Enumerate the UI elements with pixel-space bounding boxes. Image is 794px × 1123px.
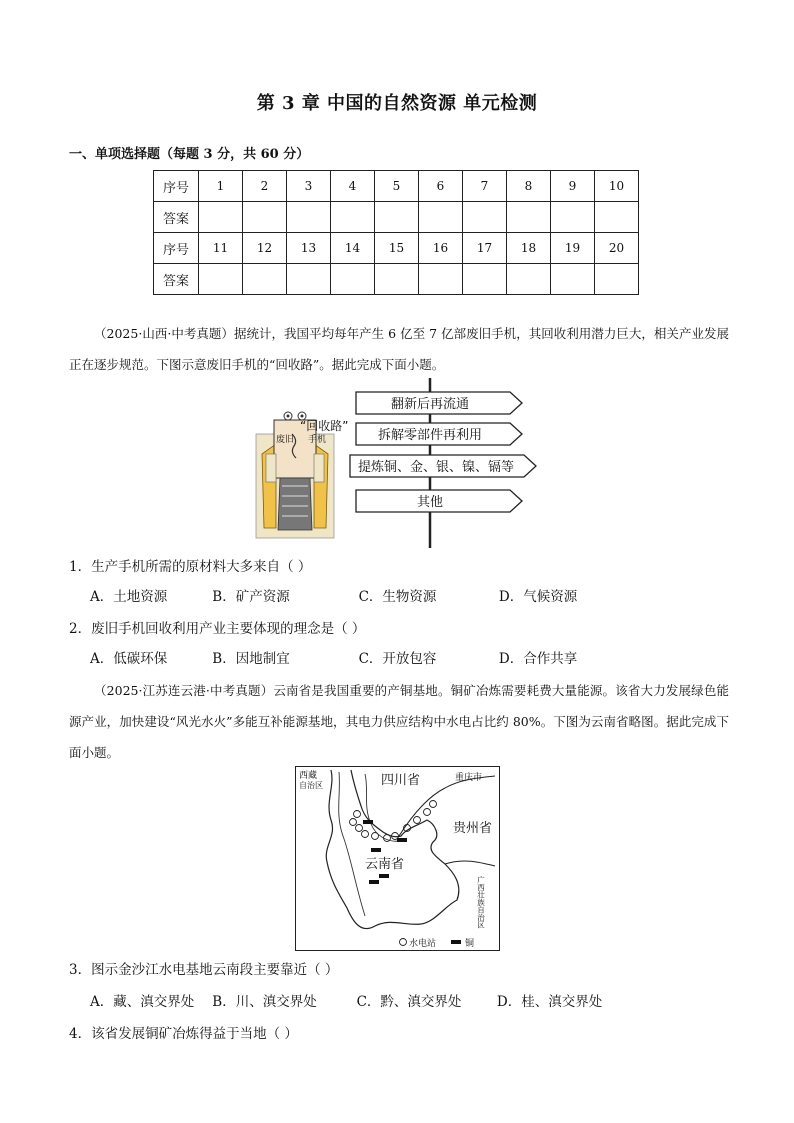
table-cell: 4 [331, 171, 375, 202]
table-cell: 6 [419, 171, 463, 202]
question-2-stem: 2．废旧手机回收利用产业主要体现的理念是（ ） [69, 621, 366, 637]
recycling-road-figure [252, 378, 542, 550]
row-label-answer: 答案 [154, 264, 199, 295]
table-cell: 16 [419, 233, 463, 264]
answer-cell[interactable] [551, 202, 595, 233]
label-chongqing: 重庆市 [455, 773, 483, 783]
answer-cell[interactable] [551, 264, 595, 295]
question-3-options [90, 990, 602, 1010]
table-cell: 10 [595, 171, 639, 202]
answer-cell[interactable] [375, 264, 419, 295]
figure1-caption: “回收路” [300, 419, 349, 433]
answer-cell[interactable] [595, 202, 639, 233]
table-cell: 9 [551, 171, 595, 202]
answer-cell[interactable] [507, 202, 551, 233]
copper-legend-icon [451, 940, 461, 944]
answer-cell[interactable] [375, 202, 419, 233]
label-guangxi: 广西壮族自治区 [476, 876, 486, 929]
table-row [154, 233, 639, 264]
table-cell: 5 [375, 171, 419, 202]
table-cell: 2 [243, 171, 287, 202]
table-cell: 15 [375, 233, 419, 264]
yunnan-map-figure [295, 766, 501, 952]
option-c[interactable]: C．生物资源 [358, 589, 437, 605]
option-b[interactable]: B．川、滇交界处 [212, 994, 317, 1010]
option-b[interactable]: B．矿产资源 [212, 589, 290, 605]
sign-1: 翻新后再流通 [390, 397, 470, 412]
label-tibet-2: 自治区 [299, 781, 323, 790]
answer-cell[interactable] [507, 264, 551, 295]
option-d[interactable]: D．桂、滇交界处 [496, 994, 603, 1010]
table-row [154, 264, 639, 295]
option-b[interactable]: B．因地制宜 [212, 651, 290, 667]
answer-cell[interactable] [419, 202, 463, 233]
sign-3: 提炼铜、金、银、镍、镉等 [357, 460, 515, 475]
table-cell: 14 [331, 233, 375, 264]
table-cell: 11 [199, 233, 243, 264]
answer-cell[interactable] [199, 202, 243, 233]
answer-cell[interactable] [331, 264, 375, 295]
table-cell: 3 [287, 171, 331, 202]
answer-cell[interactable] [243, 202, 287, 233]
row-label-number: 序号 [154, 233, 199, 264]
label-sichuan: 四川省 [381, 773, 421, 788]
label-tibet: 西藏 [299, 771, 318, 781]
sign-4: 其他 [416, 495, 444, 510]
table-cell: 18 [507, 233, 551, 264]
row-label-number: 序号 [154, 171, 199, 202]
answer-cell[interactable] [287, 264, 331, 295]
answer-cell[interactable] [463, 264, 507, 295]
passage-2: （2025·江苏连云港·中考真题）云南省是我国重要的产铜基地。铜矿冶炼需要耗费大量能源。该省大力发展绿色能源产业，加快建设“风光水火”多能互补能源基地，其电力供应结构中水电占比约 80%。下图为云南省略图。据此完成下面小题。 [69, 683, 729, 760]
row-label-answer: 答案 [154, 202, 199, 233]
section-heading: 一、单项选择题（每题 3 分，共 60 分） [69, 147, 310, 162]
label-guangxi-group [476, 875, 485, 930]
phone-left-label: 废旧 [276, 435, 295, 445]
table-cell: 8 [507, 171, 551, 202]
answer-cell[interactable] [243, 264, 287, 295]
option-d[interactable]: D．合作共享 [498, 651, 578, 667]
option-d[interactable]: D．气候资源 [498, 589, 578, 605]
table-cell: 17 [463, 233, 507, 264]
label-yunnan: 云南省 [365, 857, 405, 872]
phone-right-label: 手机 [308, 435, 327, 445]
answer-cell[interactable] [199, 264, 243, 295]
option-c[interactable]: C．开放包容 [358, 651, 437, 667]
answer-cell[interactable] [463, 202, 507, 233]
table-cell: 1 [199, 171, 243, 202]
question-1-stem: 1．生产手机所需的原材料大多来自（ ） [69, 559, 312, 575]
table-cell: 12 [243, 233, 287, 264]
label-guizhou: 贵州省 [453, 821, 493, 836]
legend-hydro-label: 水电站 [409, 939, 437, 949]
page-title: 第 3 章 中国的自然资源 单元检测 [256, 93, 538, 114]
answer-table [153, 170, 639, 295]
answer-cell[interactable] [595, 264, 639, 295]
table-row [154, 171, 639, 202]
passage-1: （2025·山西·中考真题）据统计，我国平均每年产生 6 亿至 7 亿部废旧手机，其回收利用潜力巨大，相关产业发展正在逐步规范。下图示意废旧手机的“回收路”。据此完成下面小题。 [69, 326, 729, 372]
table-cell: 19 [551, 233, 595, 264]
answer-cell[interactable] [287, 202, 331, 233]
question-2-options [90, 647, 577, 667]
question-3-stem: 3．图示金沙江水电基地云南段主要靠近（ ） [69, 962, 339, 978]
legend-copper-label: 铜 [465, 939, 475, 949]
table-cell: 20 [595, 233, 639, 264]
question-1-options [90, 585, 577, 605]
option-c[interactable]: C．黔、滇交界处 [356, 994, 462, 1010]
table-cell: 13 [287, 233, 331, 264]
table-cell: 7 [463, 171, 507, 202]
sign-2: 拆解零部件再利用 [377, 428, 483, 443]
option-a[interactable]: A．藏、滇交界处 [90, 994, 195, 1010]
answer-cell[interactable] [331, 202, 375, 233]
question-4-stem: 4．该省发展铜矿冶炼得益于当地（ ） [69, 1026, 298, 1042]
option-a[interactable]: A．土地资源 [90, 589, 168, 605]
option-a[interactable]: A．低碳环保 [90, 651, 168, 667]
table-row [154, 202, 639, 233]
answer-cell[interactable] [419, 264, 463, 295]
